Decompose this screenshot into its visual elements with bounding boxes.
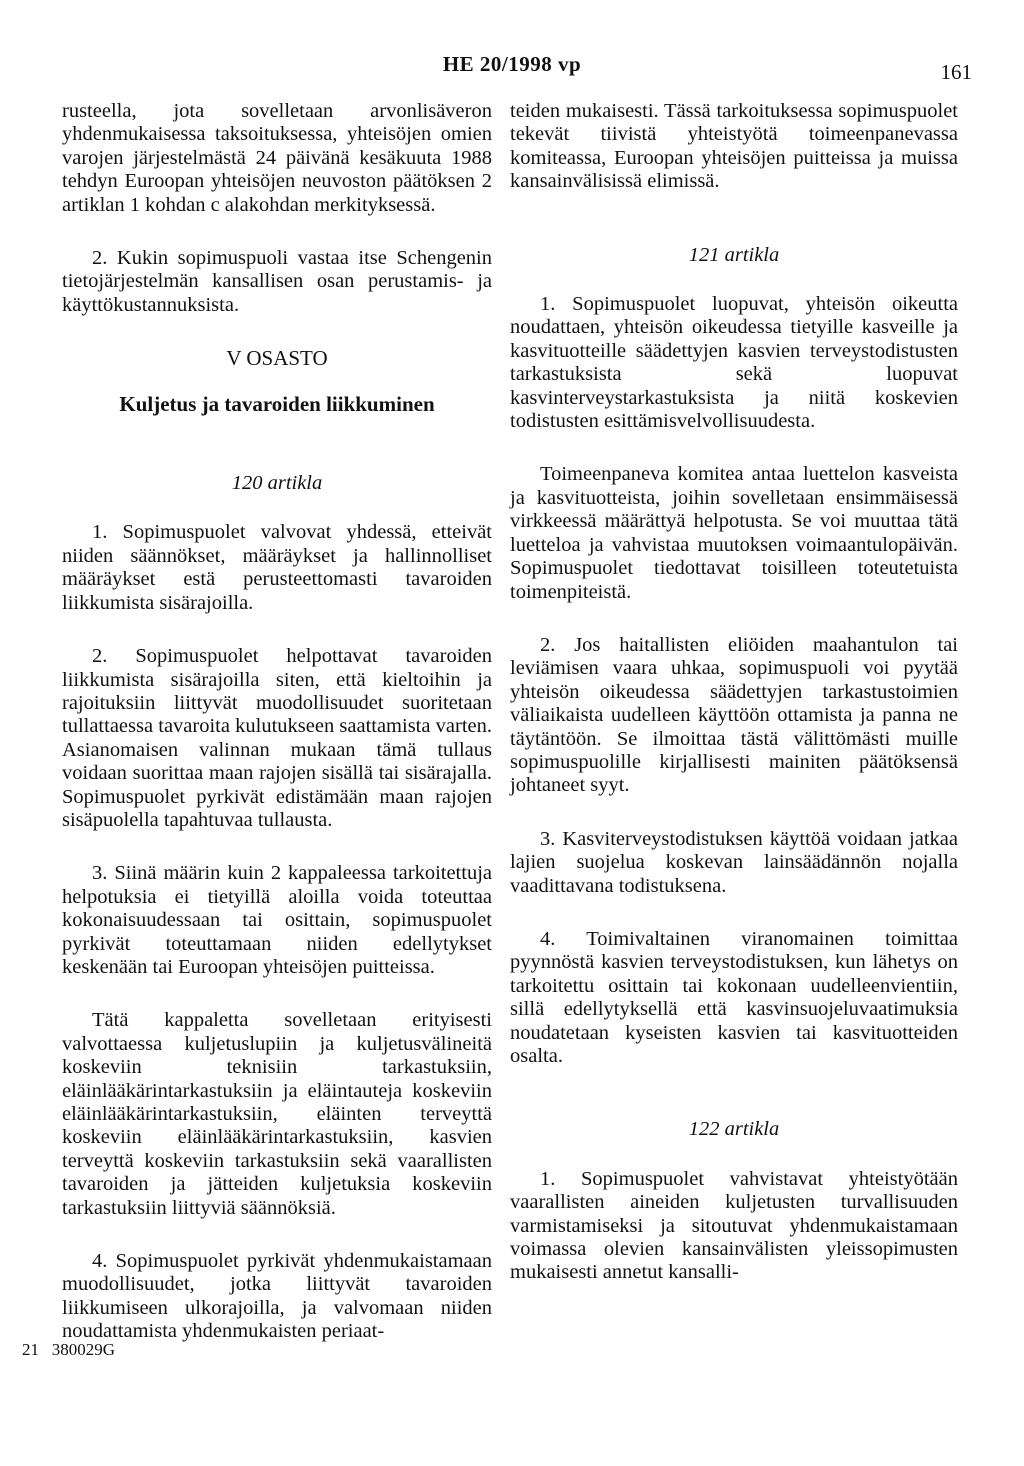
right-column bbox=[510, 100, 958, 1315]
paragraph: 2. Sopimuspuolet helpottavat tavaroiden liikkumista sisärajoilla siten, että kieltoihin ja rajoituksiin liittyvät muodollisuudet suoritetaan tullattaessa tavaroita kulutukseen saattamista varten. Asianomaisen valinnan mukaan tämä tullaus voidaan suorittaa maan rajojen sisällä tai sisärajalla. Sopimuspuolet pyrkivät edistämään maan rajojen sisäpuolella tapahtuvaa tullausta. bbox=[62, 645, 492, 831]
article-heading: 120 artikla bbox=[231, 472, 323, 495]
paragraph: 3. Kasviterveystodistuksen käyttöä voidaan jatkaa lajien suojelua koskevan lainsäädännön nojalla vaadittavana todistuksena. bbox=[510, 827, 958, 897]
paragraph: Toimeenpaneva komitea antaa luettelon kasveista ja kasvituotteista, joihin sovelletaan ensimmäisessä virkkeessä määrättyä helpotusta. Se voi muuttaa tätä luetteloa ja vahvistaa muutoksen voimaantulopäivän. Sopimuspuolet tiedottavat toisilleen toteutetuista toimenpiteistä. bbox=[510, 463, 958, 603]
paragraph: 2. Jos haitallisten eliöiden maahantulon tai leviämisen vaara uhkaa, sopimuspuoli voi pyytää yhteisön oikeudessa säädettyjen tarkastustoimien väliaikaista uudelleen käyttöön ottamista ja panna ne täytäntöön. Se ilmoittaa tästä välittömästi muille sopimuspuolille kirjallisesti mainiten päätöksensä johtaneet syyt. bbox=[510, 633, 958, 797]
running-header: HE 20/1998 vp bbox=[442, 52, 582, 76]
paragraph: 4. Toimivaltainen viranomainen toimittaa pyynnöstä kasvien terveystodistuksen, kun lähetys on tarkoitettu osittain tai kokonaan uudelleenvientiin, sillä edellytyksellä että kasvinsuojeluvaatimuksia noudatetaan kyseisten kasvien tai kasvituotteiden osalta. bbox=[510, 927, 958, 1067]
paragraph: teiden mukaisesti. Tässä tarkoituksessa sopimuspuolet tekevät tiivistä yhteistyötä toimeenpanevassa komiteassa, Euroopan yhteisöjen puitteissa ja muissa kansainvälisissä elimissä. bbox=[510, 100, 958, 193]
paragraph: 1. Sopimuspuolet luopuvat, yhteisön oikeutta noudattaen, yhteisön oikeudessa tietyille kasveille ja kasvituotteille säädettyjen kasvien terveystodistusten tarkastuksista sekä luopuvat kasvinterveystarkastuksista ja niitä koskevien todistusten esittämisvelvollisuudesta. bbox=[510, 293, 958, 433]
article-heading: 121 artikla bbox=[688, 243, 780, 266]
paragraph: 3. Siinä määrin kuin 2 kappaleessa tarkoitettuja helpotuksia ei tietyillä aloilla voida toteuttaa kokonaisuudessaan tai osittain, sopimuspuolet pyrkivät toteuttamaan niiden edellytykset keskenään tai Euroopan yhteisöjen puitteissa. bbox=[62, 862, 492, 978]
paragraph: 2. Kukin sopimuspuoli vastaa itse Schengenin tietojärjestelmän kansallisen osan perustamis- ja käyttökustannuksista. bbox=[62, 247, 492, 316]
section-subtitle: Kuljetus ja tavaroiden liikkuminen bbox=[119, 391, 435, 416]
paragraph: 4. Sopimuspuolet pyrkivät yhdenmukaistamaan muodollisuudet, jotka liittyvät tavaroiden liikkumiseen ulkorajoilla, ja valvomaan niiden noudattamista yhdenmukaisten periaat- bbox=[62, 1250, 492, 1343]
left-column bbox=[62, 100, 492, 1374]
print-code: 21 380029G bbox=[22, 1340, 116, 1359]
paragraph: 1. Sopimuspuolet vahvistavat yhteistyötään vaarallisten aineiden kuljetusten turvallisuuden varmistamiseksi ja sitoutuvat yhdenmukaistamaan voimassa olevien kansainvälisten yleissopimusten mukaisesti annetut kansalli- bbox=[510, 1167, 958, 1284]
page-number: 161 bbox=[940, 60, 972, 84]
paragraph: 1. Sopimuspuolet valvovat yhdessä, etteivät niiden säännökset, määräykset ja hallinnolliset määräykset estä perusteettomasti tavaroiden liikkumista sisärajoilla. bbox=[62, 521, 492, 614]
paragraph: rusteella, jota sovelletaan arvonlisäveron yhdenmukaisessa taksoituksessa, yhteisöjen omien varojen järjestelmästä 24 päivänä kesäkuuta 1988 tehdyn Euroopan yhteisöjen neuvoston päätöksen 2 artiklan 1 kohdan c alakohdan merkityksessä. bbox=[62, 100, 492, 216]
article-heading: 122 artikla bbox=[688, 1118, 780, 1141]
paragraph: Tätä kappaletta sovelletaan erityisesti valvottaessa kuljetuslupiin ja kuljetusvälineitä koskeviin teknisiin tarkastuksiin, eläinlääkärintarkastuksiin ja eläintauteja koskeviin eläinlääkärintarkastuksiin, eläinten terveyttä koskeviin eläinlääkärintarkastuksiin, kasvien terveyttä koskeviin tarkastuksiin sekä vaarallisten tavaroiden ja jätteiden kuljetuksia koskeviin tarkastuksiin liittyviä säännöksiä. bbox=[62, 1009, 492, 1219]
section-title: V OSASTO bbox=[226, 346, 328, 371]
